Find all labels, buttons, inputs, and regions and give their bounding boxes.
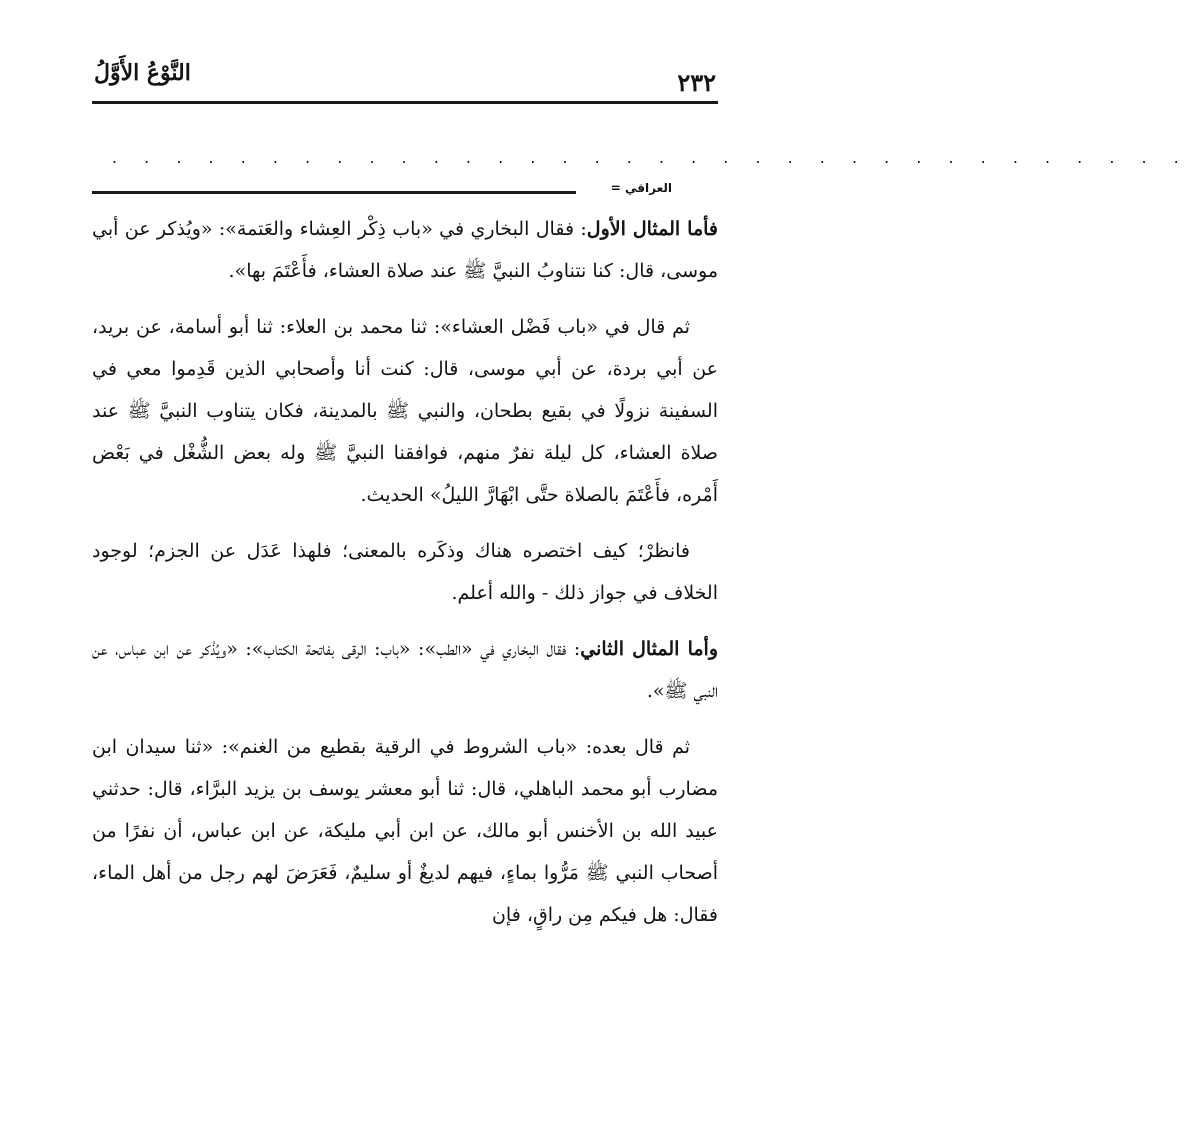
paragraph-text: فانظرْ؛ كيف اختصره هناك وذكَره بالمعنى؛ فلهذا عَدَل عن الجزم؛ لوجود الخلاف في جواز ذلك - والله أعلم. bbox=[92, 540, 718, 604]
paragraph-text: : فقال البخاري في «الطب»: «باب: الرقى بفاتحة الكتاب»: «ويُذْكر عن ابن عباس، عن النبي ﷺ». bbox=[92, 638, 718, 702]
page-number: ٢٣٢ bbox=[677, 68, 716, 97]
paragraph-lead: وأما المثال الثاني bbox=[580, 638, 718, 660]
paragraph-text: : فقال البخاري في «باب ذِكْر العِشاء والعَتمة»: «ويُذكر عن أبي موسى، قال: كنا نتناوبُ النبيَّ ﷺ عند صلاة العشاء، فأَعْتَمَ بها». bbox=[92, 218, 718, 282]
paragraph bbox=[92, 530, 718, 614]
paragraph bbox=[92, 306, 718, 516]
running-title: النَّوْعُ الأَوَّلُ bbox=[94, 60, 191, 86]
section-rule bbox=[92, 191, 576, 194]
paragraph bbox=[92, 726, 718, 936]
paragraph-lead: فأما المثال الأول bbox=[586, 218, 718, 240]
paragraph bbox=[92, 628, 718, 712]
paragraph-text: ثم قال في «باب فَضْل العشاء»: ثنا محمد بن العلاء: ثنا أبو أسامة، عن بريد، عن أبي بردة، عن أبي موسى، قال: كنت أنا وأصحابي الذين قَدِموا معي في السفينة نزولًا في بقيع بطحان، والنبي ﷺ بالمدينة، فكان يتناوب النبيَّ ﷺ عند صلاة العشاء، كل ليلة نفرٌ منهم، فوافقنا النبيَّ ﷺ وله بعض الشُّغْل في بَعْض أَمْره، فأَعْتَمَ بالصلاة حتَّى ابْهَارَّ الليلُ» الحديث. bbox=[92, 316, 718, 506]
body-text bbox=[92, 208, 718, 950]
section-label: العراقي = bbox=[610, 181, 672, 195]
header-rule bbox=[92, 101, 718, 104]
dot-separator: . . . . . . . . . . . . . . . . . . . . . . . . . . . . . . . . . . bbox=[112, 148, 1190, 167]
page-header bbox=[92, 60, 718, 100]
paragraph bbox=[92, 208, 718, 292]
paragraph-text: ثم قال بعده: «باب الشروط في الرقية بقطيع من الغنم»: «ثنا سيدان ابن مضارب أبو محمد الباهلي، قال: ثنا أبو معشر يوسف بن يزيد البرَّاء، قال: حدثني عبيد الله بن الأخنس أبو مالك، عن ابن أبي مليكة، عن ابن عباس، أن نفرًا من أصحاب النبي ﷺ مَرُّوا بماءٍ، فيهم لديغٌ أو سليمٌ، فَعَرَضَ لهم رجل من أهل الماء، فقال: هل فيكم مِن راقٍ، فإن bbox=[92, 736, 718, 926]
